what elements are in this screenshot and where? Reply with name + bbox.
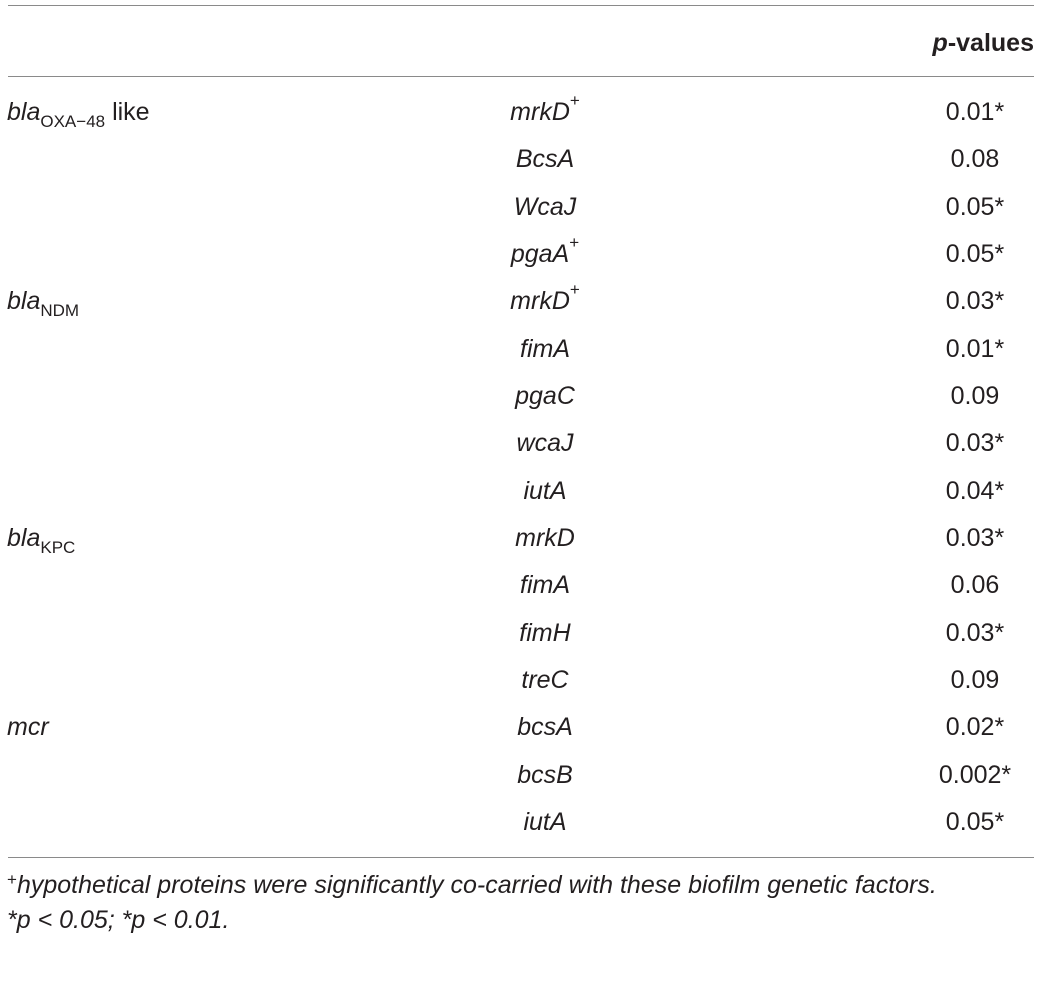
biofilm-gene-name: iutA (523, 807, 567, 836)
resistance-gene-subscript: NDM (40, 301, 80, 321)
biofilm-gene-name: pgaA (510, 239, 570, 268)
biofilm-gene-name: fimA (520, 334, 570, 363)
biofilm-gene-cell (420, 278, 670, 325)
p-value-cell: 0.05* (945, 192, 1005, 221)
resistance-gene-subscript: OXA−48 (40, 112, 106, 131)
biofilm-gene-name: iutA (523, 476, 567, 505)
biofilm-gene-name: bcsB (517, 760, 573, 789)
table-row (0, 562, 1040, 609)
p-value-cell: 0.03* (945, 429, 1005, 458)
resistance-gene-name: bla (7, 523, 41, 552)
biofilm-gene-name: pgaC (515, 381, 575, 410)
resistance-gene-suffix: like (105, 98, 150, 126)
biofilm-gene-cell (420, 89, 670, 136)
table-body (0, 89, 1040, 846)
table-row (0, 657, 1040, 704)
table-row (0, 468, 1040, 515)
biofilm-gene-name: wcaJ (516, 429, 574, 458)
hypothetical-protein-marker: + (569, 91, 580, 110)
biofilm-gene-name: mrkD (510, 287, 570, 316)
p-value-cell: 0.002* (938, 760, 1012, 789)
biofilm-gene-cell (420, 704, 670, 751)
biofilm-gene-cell (420, 468, 670, 515)
biofilm-gene-cell (420, 610, 670, 657)
biofilm-gene-cell (420, 326, 670, 373)
biofilm-gene-cell (420, 562, 670, 609)
p-value-cell: 0.08 (950, 145, 1000, 174)
table-row (0, 136, 1040, 183)
table-row (0, 184, 1040, 231)
resistance-gene-name: bla (7, 287, 41, 316)
table-row (0, 799, 1040, 846)
biofilm-gene-cell (420, 184, 670, 231)
p-value-cell: 0.02* (945, 713, 1005, 742)
p-value-cell: 0.01* (945, 98, 1005, 126)
p-value-cell: 0.05* (945, 239, 1005, 268)
table-row (0, 278, 1040, 325)
table-row (0, 515, 1040, 562)
biofilm-gene-name: fimH (519, 618, 571, 647)
p-value-cell: 0.09 (950, 381, 1000, 410)
p-value-cell: 0.06 (950, 571, 1000, 600)
table-header-rule (8, 76, 1034, 77)
p-value-cell: 0.03* (945, 523, 1005, 552)
p-value-cell: 0.03* (945, 618, 1005, 647)
resistance-gene-subscript: KPC (40, 537, 76, 557)
biofilm-gene-name: bcsA (517, 713, 573, 742)
table-row (0, 89, 1040, 136)
biofilm-gene-name: fimA (520, 571, 570, 600)
biofilm-gene-cell (420, 752, 670, 799)
hypothetical-protein-marker: + (569, 280, 580, 300)
table-row (0, 704, 1040, 751)
p-value-cell: 0.05* (945, 807, 1005, 836)
footnote-significance: *p < 0.05; *p < 0.01. (7, 906, 230, 934)
table-footnotes (7, 868, 1034, 938)
table-bottom-rule (8, 857, 1034, 858)
table-row (0, 326, 1040, 373)
table-top-rule (8, 5, 1034, 6)
table-row (0, 231, 1040, 278)
footnote-hypothetical-proteins: +hypothetical proteins were significantly co-carried with these biofilm genetic factors. (7, 870, 937, 899)
p-value-cell: 0.03* (945, 287, 1005, 316)
biofilm-gene-name: WcaJ (513, 192, 577, 221)
biofilm-gene-cell (420, 231, 670, 278)
table-row (0, 752, 1040, 799)
footnote-plus-marker: + (7, 870, 17, 889)
biofilm-gene-cell (420, 136, 670, 183)
table-row (0, 373, 1040, 420)
p-value-cell: 0.09 (950, 665, 1000, 694)
resistance-gene-cell (7, 704, 49, 753)
hypothetical-protein-marker: + (569, 232, 580, 252)
resistance-gene-cell (7, 89, 150, 138)
resistance-gene-name: mcr (7, 713, 49, 742)
resistance-gene-cell (7, 515, 75, 564)
p-values-header: p-values (932, 29, 1034, 57)
biofilm-gene-cell (420, 799, 670, 846)
resistance-gene-cell (7, 278, 79, 327)
biofilm-gene-name: mrkD (515, 523, 575, 552)
biofilm-gene-name: treC (521, 665, 569, 694)
table-row (0, 610, 1040, 657)
biofilm-gene-name: mrkD (510, 98, 570, 126)
resistance-gene-name: bla (7, 98, 41, 126)
p-value-cell: 0.04* (945, 476, 1005, 505)
biofilm-gene-name: BcsA (515, 145, 575, 174)
biofilm-gene-cell (420, 373, 670, 420)
table-row (0, 420, 1040, 467)
biofilm-gene-cell (420, 515, 670, 562)
p-value-cell: 0.01* (945, 334, 1005, 363)
biofilm-gene-cell (420, 420, 670, 467)
biofilm-gene-cell (420, 657, 670, 704)
